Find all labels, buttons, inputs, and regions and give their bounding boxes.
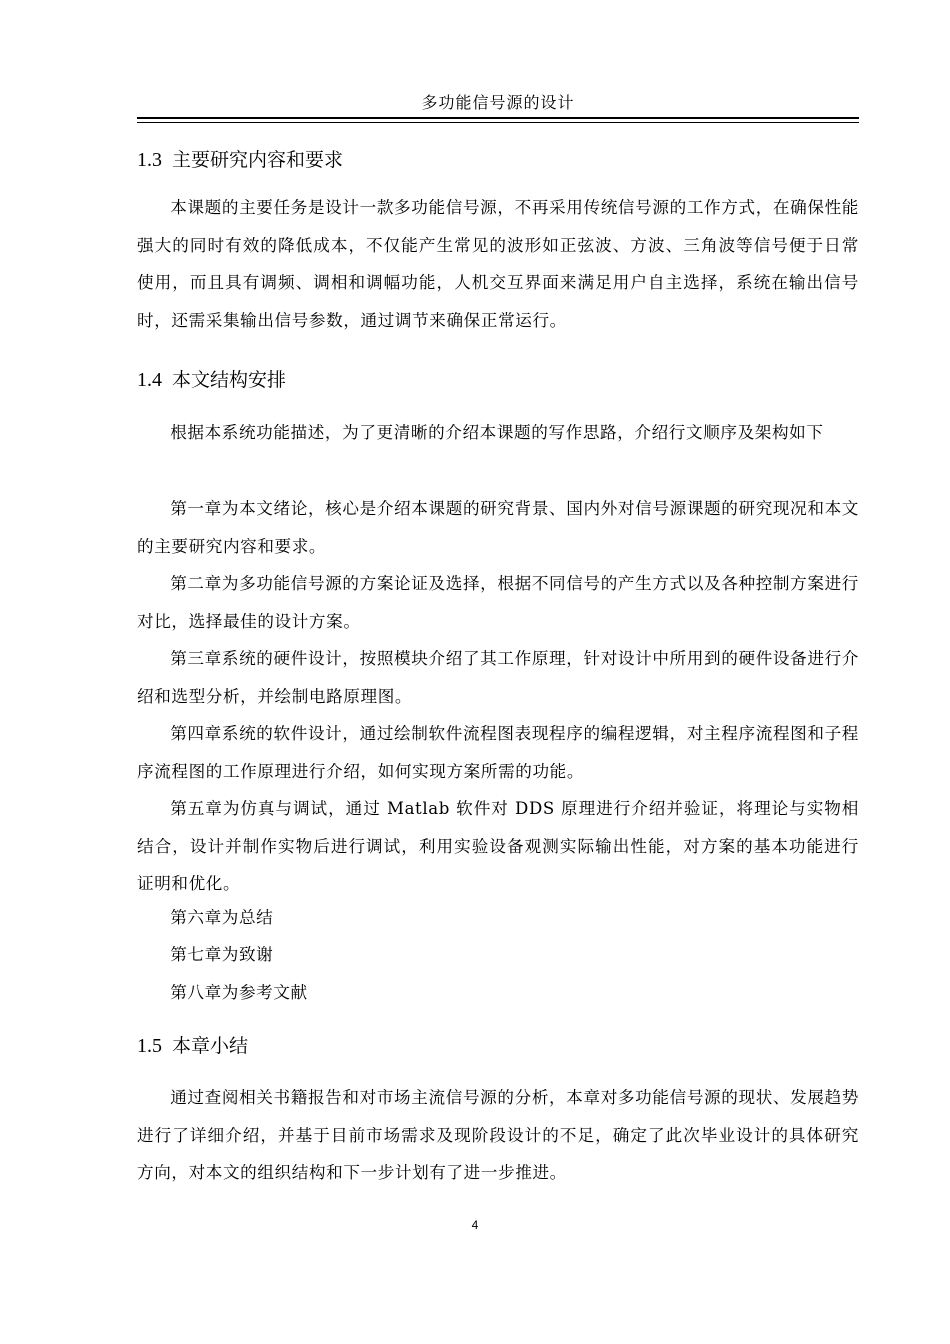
section-title: 主要研究内容和要求 [172, 149, 344, 171]
section-number: 1.5 [137, 1035, 162, 1057]
paragraph-chapter-8: 第八章为参考文献 [170, 983, 308, 1002]
running-header: 多功能信号源的设计 [421, 93, 575, 112]
paragraph-chapter-4: 第四章系统的软件设计，通过绘制软件流程图表现程序的编程逻辑，对主程序流程图和子程序流程图的工作原理进行介绍，如何实现方案所需的功能。 [137, 724, 859, 781]
section-heading-1-4 [137, 366, 286, 394]
paragraph-chapter-6: 第六章为总结 [170, 908, 274, 927]
section-number: 1.4 [137, 369, 162, 391]
section-heading-1-5 [137, 1032, 248, 1060]
section-number: 1.3 [137, 149, 162, 171]
paragraph-1-5-summary: 通过查阅相关书籍报告和对市场主流信号源的分析，本章对多功能信号源的现状、发展趋势进行了详细介绍，并基于目前市场需求及现阶段设计的不足，确定了此次毕业设计的具体研究方向，对本文的组织结构和下一步计划有了进一步推进。 [137, 1088, 859, 1182]
page-number: 4 [471, 1218, 479, 1232]
paragraph-1-3-intro: 本课题的主要任务是设计一款多功能信号源，不再采用传统信号源的工作方式，在确保性能强大的同时有效的降低成本，不仅能产生常见的波形如正弦波、方波、三角波等信号便于日常使用，而且具有调频、调相和调幅功能，人机交互界面来满足用户自主选择，系统在输出信号时，还需采集输出信号参数，通过调节来确保正常运行。 [137, 198, 859, 330]
paragraph-chapter-2: 第二章为多功能信号源的方案论证及选择，根据不同信号的产生方式以及各种控制方案进行对比，选择最佳的设计方案。 [137, 574, 859, 631]
header-rule-thick [137, 117, 859, 119]
paragraph-1-4-intro: 根据本系统功能描述，为了更清晰的介绍本课题的写作思路，介绍行文顺序及架构如下 [170, 423, 824, 442]
paragraph-chapter-1: 第一章为本文绪论，核心是介绍本课题的研究背景、国内外对信号源课题的研究现况和本文的主要研究内容和要求。 [137, 499, 859, 556]
paragraph-chapter-5: 第五章为仿真与调试，通过 Matlab 软件对 DDS 原理进行介绍并验证，将理论与实物相结合，设计并制作实物后进行调试，利用实验设备观测实际输出性能，对方案的基本功能进行证明和优化。 [137, 799, 859, 893]
paragraph-chapter-7: 第七章为致谢 [170, 945, 274, 964]
section-title: 本章小结 [172, 1035, 249, 1057]
section-title: 本文结构安排 [172, 369, 287, 391]
section-heading-1-3 [137, 146, 343, 174]
header-rule-thin [137, 122, 859, 123]
paragraph-chapter-3: 第三章系统的硬件设计，按照模块介绍了其工作原理，针对设计中所用到的硬件设备进行介绍和选型分析，并绘制电路原理图。 [137, 649, 859, 706]
